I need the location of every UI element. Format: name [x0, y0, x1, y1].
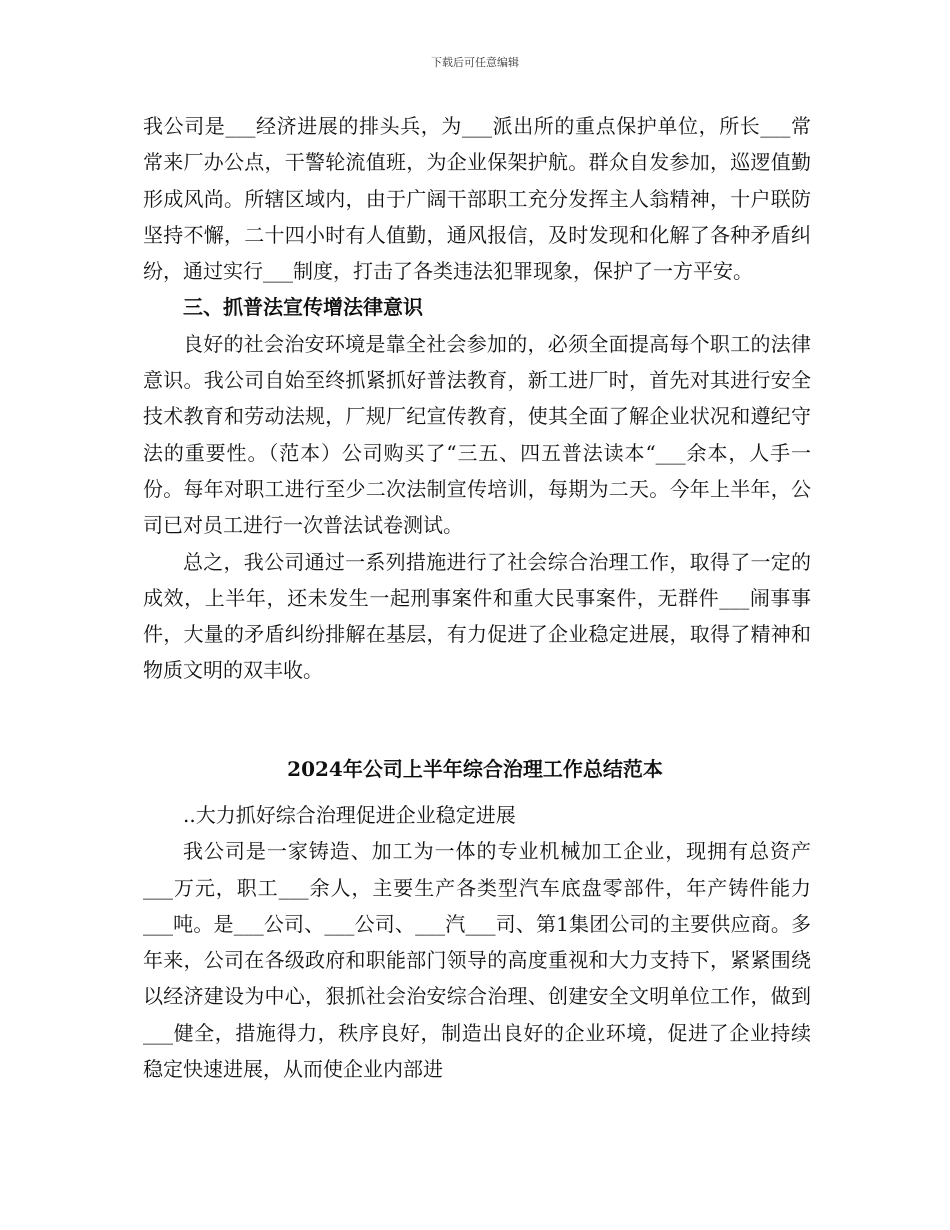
document-title: 2024年公司上半年综合治理工作总结范本 — [287, 757, 663, 781]
section-heading: 三、抓普法宣传增法律意识 — [183, 295, 423, 320]
paragraph: 良好的社会治安环境是靠全社会参加的，必须全面提高每个职工的法律意识。我公司自始至终抓紧抓好普法教育，新工进厂时，首先对其进行安全技术教育和劳动法规，厂规厂纪宣传教育，使其全面了解企业状况和遵纪守法的重要性。（范本）公司购买了“三五、四五普法读本“___余本，人手一份。每年对职工进行至少二次法制宣传培训，每期为二天。今年上半年，公司已对员工进行一次普法试卷测试。 — [143, 331, 811, 538]
paragraph: 我公司是___经济进展的排头兵，为___派出所的重点保护单位，所长___常常来厂办公点，干警轮流值班，为企业保架护航。群众自发参加，巡逻值勤形成风尚。所辖区域内，由于广阔干部职工充分发挥主人翁精神，十户联防坚持不懈，二十四小时有人值勤，通风报信，及时发现和化解了各种矛盾纠纷，通过实行___制度，打击了各类违法犯罪现象，保护了一方平安。 — [143, 114, 811, 284]
document-body-part1 — [143, 108, 811, 689]
page-header: 下载后可任意编辑 — [431, 56, 519, 69]
document-body-part2 — [143, 797, 811, 1087]
subheading: ..大力抓好综合治理促进企业稳定进展 — [183, 803, 516, 827]
paragraph: 总之，我公司通过一系列措施进行了社会综合治理工作，取得了一定的成效，上半年，还未发生一起刑事案件和重大民事案件，无群件___闹事事件，大量的矛盾纠纷排解在基层，有力促进了企业稳定进展，取得了精神和物质文明的双丰收。 — [143, 549, 811, 683]
paragraph: 我公司是一家铸造、加工为一体的专业机械加工企业，现拥有总资产___万元，职工___余人，主要生产各类型汽车底盘零部件，年产铸件能力___吨。是___公司、___公司、___汽___司、第1集团公司的主要供应商。多年来，公司在各级政府和职能部门领导的高度重视和大力支持下，紧紧围绕以经济建设为中心，狠抓社会治安综合治理、创建安全文明单位工作，做到___健全，措施得力，秩序良好，制造出良好的企业环境，促进了企业持续稳定快速进展，从而使企业内部进 — [143, 839, 811, 1082]
